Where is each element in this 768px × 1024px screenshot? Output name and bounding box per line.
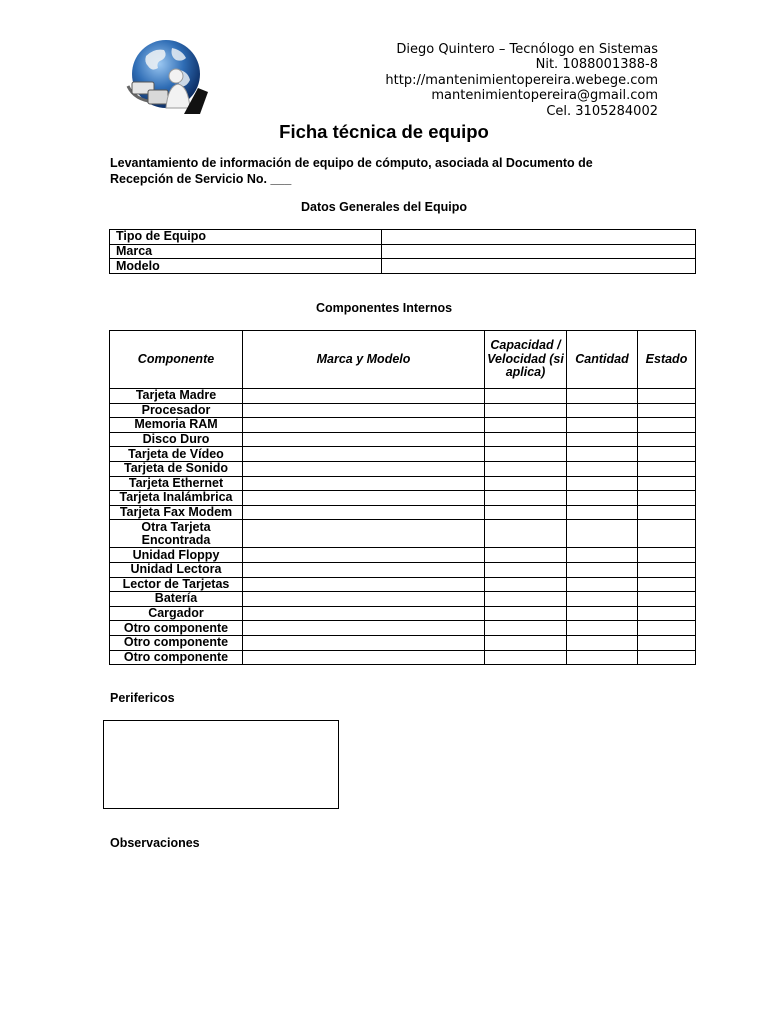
table-row — [110, 505, 696, 520]
table-row — [110, 635, 696, 650]
capacidad-field[interactable] — [485, 461, 567, 476]
marca-modelo-field[interactable] — [243, 621, 485, 636]
component-name-cell: Lector de Tarjetas — [110, 577, 243, 592]
general-value-field[interactable] — [382, 259, 696, 274]
marca-modelo-field[interactable] — [243, 389, 485, 404]
marca-modelo-field[interactable] — [243, 520, 485, 548]
marca-modelo-field[interactable] — [243, 650, 485, 665]
capacidad-field[interactable] — [485, 650, 567, 665]
table-row — [110, 520, 696, 548]
header-email-link[interactable]: mantenimientopereira@gmail.com — [431, 88, 658, 104]
cantidad-field[interactable] — [567, 432, 638, 447]
column-header-cantidad: Cantidad — [567, 331, 638, 389]
table-row — [110, 562, 696, 577]
component-name-cell: Procesador — [110, 403, 243, 418]
capacidad-field[interactable] — [485, 505, 567, 520]
general-data-table — [109, 229, 696, 274]
table-row — [110, 606, 696, 621]
cantidad-field[interactable] — [567, 505, 638, 520]
cantidad-field[interactable] — [567, 606, 638, 621]
component-name-cell: Batería — [110, 592, 243, 607]
table-row — [110, 461, 696, 476]
component-name-cell: Unidad Lectora — [110, 562, 243, 577]
logo-globe-computer-icon — [124, 36, 208, 116]
marca-modelo-field[interactable] — [243, 505, 485, 520]
estado-field[interactable] — [638, 621, 696, 636]
marca-modelo-field[interactable] — [243, 606, 485, 621]
estado-field[interactable] — [638, 505, 696, 520]
capacidad-field[interactable] — [485, 548, 567, 563]
perifericos-field[interactable] — [103, 720, 339, 809]
component-name-cell: Memoria RAM — [110, 418, 243, 433]
table-row — [110, 244, 696, 259]
capacidad-field[interactable] — [485, 418, 567, 433]
components-table — [109, 330, 696, 665]
general-value-field[interactable] — [382, 244, 696, 259]
component-name-cell: Tarjeta Madre — [110, 389, 243, 404]
marca-modelo-field[interactable] — [243, 403, 485, 418]
component-name-cell: Otro componente — [110, 635, 243, 650]
cantidad-field[interactable] — [567, 621, 638, 636]
estado-field[interactable] — [638, 461, 696, 476]
capacidad-field[interactable] — [485, 403, 567, 418]
intro-paragraph: Levantamiento de información de equipo de cómputo, asociada al Documento de Recepción de Servicio No. ___ — [110, 156, 593, 186]
component-name-cell: Tarjeta de Vídeo — [110, 447, 243, 462]
estado-field[interactable] — [638, 403, 696, 418]
capacidad-field[interactable] — [485, 432, 567, 447]
capacidad-field[interactable] — [485, 577, 567, 592]
estado-field[interactable] — [638, 562, 696, 577]
cantidad-field[interactable] — [567, 491, 638, 506]
general-value-field[interactable] — [382, 230, 696, 245]
marca-modelo-field[interactable] — [243, 577, 485, 592]
cantidad-field[interactable] — [567, 548, 638, 563]
cantidad-field[interactable] — [567, 650, 638, 665]
capacidad-field[interactable] — [485, 606, 567, 621]
component-name-cell: Disco Duro — [110, 432, 243, 447]
table-row — [110, 403, 696, 418]
column-header-marca-modelo: Marca y Modelo — [243, 331, 485, 389]
capacidad-field[interactable] — [485, 621, 567, 636]
cantidad-field[interactable] — [567, 562, 638, 577]
general-data-heading: Datos Generales del Equipo — [300, 200, 467, 214]
marca-modelo-field[interactable] — [243, 418, 485, 433]
cantidad-field[interactable] — [567, 635, 638, 650]
capacidad-field[interactable] — [485, 520, 567, 548]
table-row — [110, 259, 696, 274]
cantidad-field[interactable] — [567, 418, 638, 433]
capacidad-field[interactable] — [485, 592, 567, 607]
capacidad-field[interactable] — [485, 562, 567, 577]
component-name-cell: Tarjeta Inalámbrica — [110, 491, 243, 506]
contact-header — [385, 42, 658, 119]
components-heading: Componentes Internos — [315, 301, 453, 315]
page-title: Ficha técnica de equipo — [279, 121, 489, 142]
observaciones-label: Observaciones — [110, 836, 200, 850]
component-name-cell: Tarjeta Ethernet — [110, 476, 243, 491]
estado-field[interactable] — [638, 491, 696, 506]
marca-modelo-field[interactable] — [243, 461, 485, 476]
table-row — [110, 650, 696, 665]
estado-field[interactable] — [638, 418, 696, 433]
column-header-componente: Componente — [110, 331, 243, 389]
table-row — [110, 592, 696, 607]
component-name-cell: Cargador — [110, 606, 243, 621]
header-name-line: Diego Quintero – Tecnólogo en Sistemas — [396, 42, 658, 57]
table-header-row — [110, 331, 696, 389]
table-row — [110, 621, 696, 636]
cantidad-field[interactable] — [567, 447, 638, 462]
table-row — [110, 548, 696, 563]
header-url-link[interactable]: http://mantenimientopereira.webege.com — [385, 72, 658, 88]
component-name-cell: Otro componente — [110, 650, 243, 665]
table-row — [110, 432, 696, 447]
cantidad-field[interactable] — [567, 476, 638, 491]
marca-modelo-field[interactable] — [243, 432, 485, 447]
table-row — [110, 447, 696, 462]
marca-modelo-field[interactable] — [243, 447, 485, 462]
column-header-capacidad: Capacidad / Velocidad (si aplica) — [485, 331, 567, 389]
capacidad-field[interactable] — [485, 447, 567, 462]
marca-modelo-field[interactable] — [243, 548, 485, 563]
estado-field[interactable] — [638, 592, 696, 607]
marca-modelo-field[interactable] — [243, 635, 485, 650]
component-name-cell: Tarjeta Fax Modem — [110, 505, 243, 520]
estado-field[interactable] — [638, 577, 696, 592]
table-row — [110, 418, 696, 433]
component-name-cell: Unidad Floppy — [110, 548, 243, 563]
estado-field[interactable] — [638, 389, 696, 404]
capacidad-field[interactable] — [485, 635, 567, 650]
general-label-modelo: Modelo — [110, 259, 382, 274]
header-nit-line: Nit. 1088001388-8 — [535, 57, 658, 73]
estado-field[interactable] — [638, 606, 696, 621]
component-name-cell: Otra Tarjeta Encontrada — [110, 520, 243, 548]
estado-field[interactable] — [638, 432, 696, 447]
cantidad-field[interactable] — [567, 461, 638, 476]
marca-modelo-field[interactable] — [243, 476, 485, 491]
capacidad-field[interactable] — [485, 491, 567, 506]
table-row — [110, 491, 696, 506]
estado-field[interactable] — [638, 476, 696, 491]
table-row — [110, 389, 696, 404]
column-header-estado: Estado — [638, 331, 696, 389]
marca-modelo-field[interactable] — [243, 491, 485, 506]
general-label-tipo: Tipo de Equipo — [110, 230, 382, 245]
estado-field[interactable] — [638, 520, 696, 548]
perifericos-label: Perifericos — [110, 691, 175, 705]
cantidad-field[interactable] — [567, 577, 638, 592]
table-row — [110, 230, 696, 245]
component-name-cell: Otro componente — [110, 621, 243, 636]
marca-modelo-field[interactable] — [243, 562, 485, 577]
table-row — [110, 577, 696, 592]
estado-field[interactable] — [638, 635, 696, 650]
table-row — [110, 476, 696, 491]
cantidad-field[interactable] — [567, 520, 638, 548]
header-phone-line: Cel. 3105284002 — [546, 103, 658, 119]
marca-modelo-field[interactable] — [243, 592, 485, 607]
estado-field[interactable] — [638, 650, 696, 665]
cantidad-field[interactable] — [567, 592, 638, 607]
capacidad-field[interactable] — [485, 476, 567, 491]
general-label-marca: Marca — [110, 244, 382, 259]
capacidad-field[interactable] — [485, 389, 567, 404]
estado-field[interactable] — [638, 548, 696, 563]
cantidad-field[interactable] — [567, 403, 638, 418]
estado-field[interactable] — [638, 447, 696, 462]
cantidad-field[interactable] — [567, 389, 638, 404]
component-name-cell: Tarjeta de Sonido — [110, 461, 243, 476]
